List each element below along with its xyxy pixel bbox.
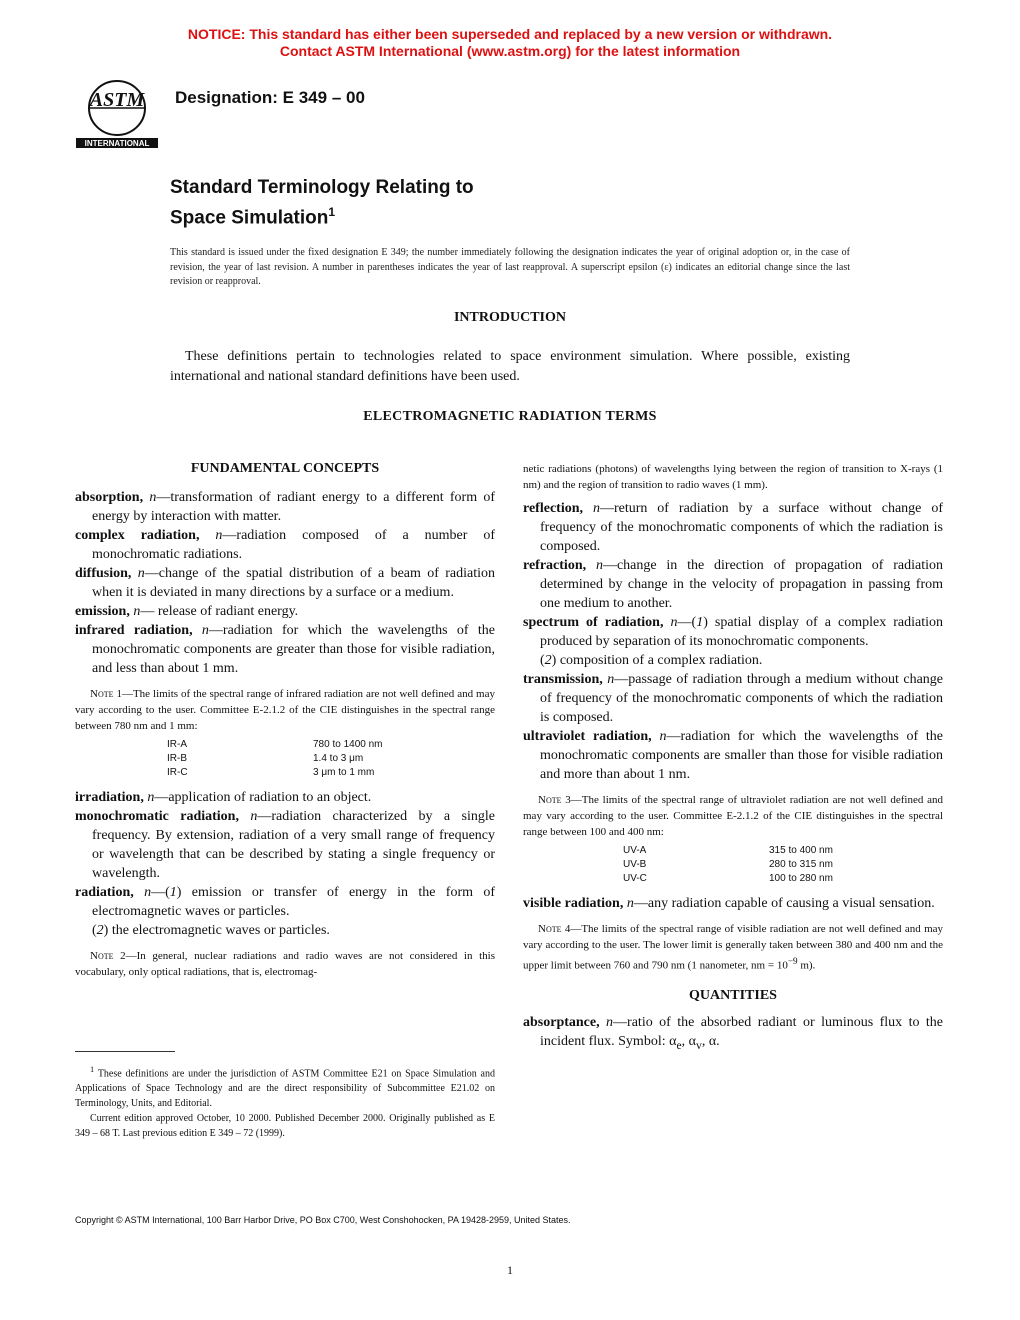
table-row xyxy=(167,766,383,780)
part-of-speech: n xyxy=(137,566,145,581)
introduction-heading: INTRODUCTION xyxy=(453,310,566,325)
definition-infrared-radiation xyxy=(75,621,495,678)
title-line-1: Standard Terminology Relating to xyxy=(170,177,474,198)
definition-text: —change of the spatial distribution of a beam of radiation when it is deviated in many directions by a surface or a medium. xyxy=(92,566,496,600)
definition-text: —return of radiation by a surface without change of frequency of the monochromatic components of which the radiation is composed. xyxy=(540,501,943,554)
definition-text: —radiation composed of a number of monochromatic radiations. xyxy=(92,528,495,562)
table-row xyxy=(167,738,383,752)
footnote-text: These definitions are under the jurisdiction of ASTM Committee E21 on Space Simulation and Applications of Space Technology and are the direct responsibility of Subcommittee E21.02 on Terminology, Units, and Editorial. xyxy=(75,1068,495,1110)
term: diffusion, xyxy=(75,566,132,581)
emr-heading: ELECTROMAGNETIC RADIATION TERMS xyxy=(363,409,657,424)
note-2 xyxy=(75,948,495,980)
part-of-speech: n xyxy=(659,729,667,744)
definition-text: , α xyxy=(681,1033,696,1049)
term: monochromatic radiation, xyxy=(75,809,239,824)
range-cell: 315 to 400 nm xyxy=(769,845,833,856)
note-text: —The limits of the spectral range of infrared radiation are not well defined and may vary according to the user. Committee E-2.1.2 of the CIE distinguishes in the spectral range between 780 nm and 1 mm: xyxy=(75,688,495,732)
notice-line-1: NOTICE: This standard has either been superseded and replaced by a new version or withdrawn. xyxy=(187,26,833,42)
band-cell: UV-B xyxy=(623,859,647,870)
term: infrared radiation, xyxy=(75,623,193,638)
term: radiation, xyxy=(75,885,134,900)
issuance-note: This standard is issued under the fixed designation E 349; the number immediately following the designation indicates the year of original adoption or, in the case of revision, the year of last revision. A number in parentheses indicates the year of last reapproval. A superscript epsilon (ε) indicates an editorial change since the last revision or reapproval. xyxy=(170,247,850,287)
note-text-end: m). xyxy=(797,959,816,972)
definition-complex-radiation xyxy=(75,526,495,564)
part-of-speech: n xyxy=(250,809,258,824)
title-footnote-mark: 1 xyxy=(328,205,336,219)
note-label: Note 3 xyxy=(538,794,571,806)
page-title xyxy=(170,175,474,230)
definition-irradiation xyxy=(75,788,495,807)
table-row xyxy=(167,752,383,766)
definition-text: —radiation for which the wavelengths of the monochromatic components are smaller than those for visible radiation and more than about 1 nm. xyxy=(540,729,944,782)
part-of-speech: n xyxy=(147,790,155,805)
definition-visible-radiation xyxy=(523,894,943,913)
definition-text: —ratio of the absorbed radiant or luminous flux to the incident flux. Symbol: α xyxy=(540,1014,943,1049)
term: emission, xyxy=(75,604,130,619)
part-of-speech: n xyxy=(670,615,678,630)
definition-text: —transformation of radiant energy to a different form of energy by interaction with matter. xyxy=(92,490,495,524)
note-label: Note 1 xyxy=(90,688,122,700)
sense-number: 2 xyxy=(96,923,104,938)
term: refraction, xyxy=(523,558,587,573)
sense-open: ( xyxy=(540,653,545,668)
exponent: −9 xyxy=(787,956,798,966)
definition-text: —radiation characterized by a single frequency. By extension, radiation of a very small range of frequency or wavelength that can be described by stating a single frequency or wavelength. xyxy=(92,809,495,881)
term: absorption, xyxy=(75,490,144,505)
range-cell: 280 to 315 nm xyxy=(769,859,833,870)
term: reflection, xyxy=(523,501,583,516)
table-row xyxy=(623,844,833,858)
part-of-speech: n xyxy=(215,528,223,543)
footnotes xyxy=(75,1062,495,1141)
table-row xyxy=(623,858,833,872)
withdrawal-notice xyxy=(0,26,1020,60)
astm-logo xyxy=(74,76,160,150)
definition-text: ) spatial display of a complex radiation produced by separation of its monochromatic components. xyxy=(540,615,944,649)
logo-text: ASTM xyxy=(89,89,145,111)
part-of-speech: n xyxy=(592,501,600,516)
definition-radiation xyxy=(75,883,495,921)
definition-absorption xyxy=(75,488,495,526)
definition-emission xyxy=(75,602,495,621)
part-of-speech: n xyxy=(595,558,603,573)
term: spectrum of radiation, xyxy=(523,615,664,630)
definition-diffusion xyxy=(75,564,496,602)
term: visible radiation, xyxy=(523,896,624,911)
definition-text: — release of radiant energy. xyxy=(140,604,299,619)
definition-transmission xyxy=(523,670,943,727)
page-number: 1 xyxy=(507,1263,513,1277)
note-text: —In general, nuclear radiations and radio waves are not considered in this vocabulary, only optical radiations, that is, electromag- xyxy=(75,950,496,978)
note-1 xyxy=(75,686,495,734)
definition-text: —radiation for which the wavelengths of the monochromatic components are greater than those for visible radiation, and less than about 1 mm. xyxy=(92,623,495,676)
subscript: e xyxy=(676,1038,682,1052)
footnote-1 xyxy=(75,1062,495,1111)
band-cell: UV-C xyxy=(623,873,647,884)
table-row xyxy=(623,872,833,886)
term: absorptance, xyxy=(523,1014,600,1030)
definition-text: —application of radiation to an object. xyxy=(154,790,372,805)
part-of-speech: n xyxy=(149,490,157,505)
definition-prefix: —( xyxy=(151,885,170,900)
term: irradiation, xyxy=(75,790,144,805)
footnote-mark: 1 xyxy=(90,1065,95,1074)
band-cell: IR-B xyxy=(167,753,187,764)
range-cell: 100 to 280 nm xyxy=(769,873,833,884)
definition-prefix: —( xyxy=(677,615,697,630)
part-of-speech: n xyxy=(201,623,209,638)
sense-number: 1 xyxy=(169,885,177,900)
definition-spectrum-sense-2 xyxy=(540,651,943,670)
sense-text: ) the electromagnetic waves or particles. xyxy=(103,923,330,938)
definition-radiation-sense-2 xyxy=(92,921,495,940)
note-label: Note 4 xyxy=(538,923,571,935)
range-cell: 780 to 1400 nm xyxy=(313,739,383,750)
quantities-heading: QUANTITIES xyxy=(689,987,777,1003)
note-label: Note 2 xyxy=(90,950,126,962)
range-cell: 1.4 to 3 μm xyxy=(313,753,364,764)
notice-line-2: Contact ASTM International (www.astm.org) for the latest information xyxy=(279,43,741,59)
introduction-body: These definitions pertain to technologies related to space environment simulation. Where possible, existing international and national standard definitions have been used. xyxy=(170,349,850,384)
definition-monochromatic-radiation xyxy=(75,807,495,883)
introduction-text xyxy=(170,347,850,387)
sense-text: ) composition of a complex radiation. xyxy=(551,653,763,668)
part-of-speech: n xyxy=(607,672,615,687)
note-text: —The limits of the spectral range of ultraviolet radiation are not well defined and may vary according to the user. Committee E-2.1.2 of the CIE distinguishes in the spectral range between 100 and 400 nm: xyxy=(523,794,944,838)
footnote-2: Current edition approved October, 10 2000. Published December 2000. Originally published as E 349 – 68 T. Last previous edition E 349 – 72 (1999). xyxy=(75,1113,495,1140)
note-3 xyxy=(523,792,943,840)
definition-text: ) emission or transfer of energy in the form of electromagnetic waves or particles. xyxy=(92,885,495,919)
left-column xyxy=(75,459,495,984)
sense-number: 2 xyxy=(544,653,552,668)
part-of-speech: n xyxy=(144,885,152,900)
ir-ranges-table xyxy=(167,738,383,780)
band-cell: IR-C xyxy=(167,767,188,778)
sense-open: ( xyxy=(92,923,97,938)
part-of-speech: n xyxy=(626,896,634,911)
designation: Designation: E 349 – 00 xyxy=(175,88,365,107)
part-of-speech: n xyxy=(133,604,141,619)
definition-ultraviolet-radiation xyxy=(523,727,944,784)
footnote-rule xyxy=(75,1051,175,1052)
part-of-speech: n xyxy=(606,1014,614,1030)
definition-absorptance xyxy=(523,1013,943,1055)
right-column xyxy=(523,461,943,1054)
definition-text: —change in the direction of propagation of radiation determined by change in the velocity of propagation in passing from one medium to another. xyxy=(540,558,943,611)
definition-refraction xyxy=(523,556,943,613)
uv-ranges-table xyxy=(623,844,833,886)
sense-number: 1 xyxy=(696,615,704,630)
title-line-2: Space Simulation xyxy=(170,207,329,229)
definition-spectrum-of-radiation xyxy=(523,613,944,651)
logo-subtext: INTERNATIONAL xyxy=(84,139,150,148)
note-4 xyxy=(523,921,943,974)
note-text: —The limits of the spectral range of visible radiation are not well defined and may vary according to the user. The lower limit is generally taken between 380 and 400 nm and the upper limit between 760 and 790 nm (1 nanometer, nm = 10 xyxy=(523,923,944,972)
definition-text: , α. xyxy=(701,1033,720,1049)
term: ultraviolet radiation, xyxy=(523,729,652,744)
fundamental-concepts-heading: FUNDAMENTAL CONCEPTS xyxy=(190,461,380,476)
term: complex radiation, xyxy=(75,528,200,543)
definition-text: —any radiation capable of causing a visual sensation. xyxy=(633,896,935,911)
term: transmission, xyxy=(523,672,603,687)
band-cell: UV-A xyxy=(623,845,647,856)
copyright: Copyright © ASTM International, 100 Barr Harbor Drive, PO Box C700, West Conshohocken, PA 19428-2959, United States. xyxy=(75,1215,571,1225)
definition-text: —passage of radiation through a medium without change of frequency of the monochromatic components of which the radiation is composed. xyxy=(540,672,943,725)
band-cell: IR-A xyxy=(167,739,187,750)
range-cell: 3 μm to 1 mm xyxy=(313,767,375,778)
subscript: v xyxy=(695,1038,702,1052)
definition-reflection xyxy=(523,499,943,556)
note-2-continued: netic radiations (photons) of wavelengths lying between the region of transition to X-rays (1 nm) and the region of transition to radio waves (1 mm). xyxy=(523,463,943,491)
